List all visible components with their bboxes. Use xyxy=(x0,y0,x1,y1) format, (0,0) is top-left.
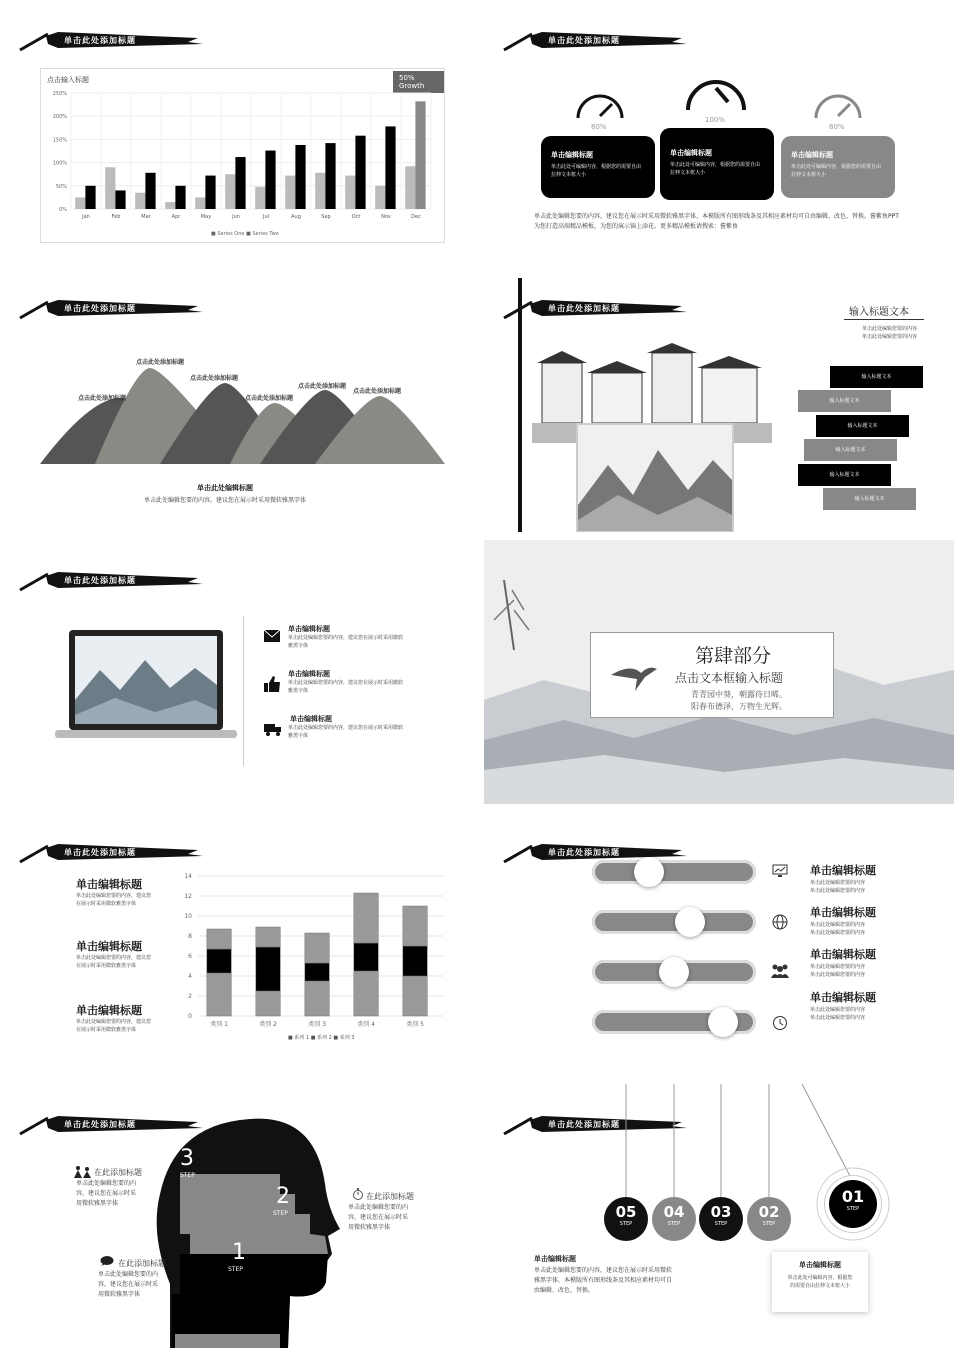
x-tick-label: Nov xyxy=(381,214,391,220)
laptop-illustration xyxy=(55,630,237,742)
bar-series-two xyxy=(355,136,365,209)
slide-3[interactable] xyxy=(0,268,470,532)
item-title-1: 单击编辑标题 xyxy=(288,625,330,633)
y-tick-label: 150% xyxy=(52,137,67,144)
header-title: 单击此处添加标题 xyxy=(548,848,620,857)
item-body-3b: 单击此处编辑您要的内容 xyxy=(810,972,866,978)
list-item-5[interactable]: 输入标题文本 xyxy=(798,464,891,486)
item-title-1: 单击编辑标题 xyxy=(76,878,142,891)
stacked-bar-segment xyxy=(207,973,232,1016)
item-body-3a: 单击此处编辑您要的内容 xyxy=(810,964,866,970)
step-label: STEP xyxy=(762,1221,776,1227)
x-tick-label: 类别 5 xyxy=(406,1021,424,1028)
item-title-3: 在此添加标题 xyxy=(118,1259,166,1268)
bar-series-one xyxy=(165,202,175,209)
gauge-icon xyxy=(684,66,748,114)
step-number-2: 2 xyxy=(276,1184,290,1209)
body-line: 容，建议您在展示时采 xyxy=(348,1214,409,1221)
item-title-2: 在此添加标题 xyxy=(366,1192,414,1201)
body-line: 单击此处编辑您要的内 xyxy=(348,1204,409,1211)
poem-line-2: 阳春布德泽，万物生光辉。 xyxy=(691,702,787,711)
stacked-bar-segment xyxy=(354,943,379,971)
globe-icon xyxy=(772,914,788,930)
step-label: STEP xyxy=(846,1206,860,1212)
poem-line-1: 青青园中葵，朝露待日晞。 xyxy=(691,690,787,699)
bar-series-two xyxy=(325,143,335,209)
step-number-3: 3 xyxy=(180,1146,194,1171)
item-title-3: 单击编辑标题 xyxy=(76,1004,142,1017)
info-box-title: 单击编辑标题 xyxy=(551,151,593,159)
x-tick-label: Aug xyxy=(291,214,301,220)
gauge-icon xyxy=(574,86,626,122)
chart-frame xyxy=(40,68,445,243)
stacked-bar-segment xyxy=(354,893,379,943)
stacked-bar-segment xyxy=(305,963,330,981)
envelope-icon xyxy=(264,630,280,642)
x-tick-label: Sep xyxy=(321,214,331,220)
x-tick-label: Jan xyxy=(82,214,90,220)
slide-8[interactable] xyxy=(484,812,954,1076)
growth-callout: 50% Growth xyxy=(393,71,444,93)
card-title: 单击编辑标题 xyxy=(799,1261,841,1269)
body-line: 单击此处可编辑内容，根据您 xyxy=(787,1275,853,1281)
x-tick-label: Jun xyxy=(232,214,240,220)
legend-series-one: ■ Series One xyxy=(211,231,245,237)
y-tick-label: 0% xyxy=(59,207,67,213)
y-tick-label: 12 xyxy=(184,893,192,900)
clock-icon xyxy=(772,1015,788,1031)
header-title: 单击此处添加标题 xyxy=(64,1120,136,1129)
legend-item-3: ■ 系列 3 xyxy=(333,1035,355,1041)
truck-icon xyxy=(264,724,282,736)
list-item-1[interactable]: 输入标题文本 xyxy=(830,366,923,388)
item-body-3 xyxy=(98,1270,158,1300)
card-body xyxy=(778,1274,862,1290)
monitor-icon xyxy=(772,864,788,878)
stacked-bar-segment xyxy=(207,929,232,949)
slide-2[interactable] xyxy=(484,0,954,264)
info-box-body: 单击此处可编辑内容，根据您的需要自由拉伸文本框大小 xyxy=(670,162,761,176)
item-body-2a: 单击此处编辑您要的内容 xyxy=(810,922,866,928)
slider-handle[interactable] xyxy=(659,957,689,987)
gauge-value-2: 100% xyxy=(705,116,726,124)
bar-series-two xyxy=(145,173,155,209)
item-body-4b: 单击此处编辑您要的内容 xyxy=(810,1015,866,1021)
bar-series-one xyxy=(195,197,205,209)
item-body-4a: 单击此处编辑您要的内容 xyxy=(810,1007,866,1013)
header-brush xyxy=(502,296,687,320)
bar-series-two xyxy=(175,186,185,209)
info-box-body: 单击此处可编辑内容，根据您的需要自由拉伸文本框大小 xyxy=(551,164,642,178)
body-line: 的需要自由拉伸文本框大小 xyxy=(789,1283,850,1289)
stacked-bar-segment xyxy=(305,981,330,1016)
item-body-2 xyxy=(348,1203,408,1233)
family-icon xyxy=(74,1166,92,1178)
list-item-3[interactable]: 输入标题文本 xyxy=(816,415,909,437)
y-tick-label: 14 xyxy=(184,873,192,880)
step-label-3: STEP xyxy=(180,1172,195,1179)
section-title: 单击此处编辑标题 xyxy=(197,484,253,492)
stacked-bar-segment xyxy=(256,991,281,1016)
step-number: 04 xyxy=(663,1203,685,1221)
body-line: 容，建议您在展示时采 xyxy=(76,1190,137,1197)
legend-series-two: ■ Series Two xyxy=(246,231,279,237)
left-body xyxy=(534,1266,672,1296)
peak-label-5: 点击此处添加标题 xyxy=(298,383,347,390)
body-line: 用微软雅黑字体 xyxy=(98,1291,141,1298)
stacked-bar-segment xyxy=(305,933,330,963)
step-label-2: STEP xyxy=(273,1210,288,1217)
item-body-1a: 单击此处编辑您要的内容，建议您 xyxy=(76,893,152,899)
header-title: 单击此处添加标题 xyxy=(548,1120,620,1129)
header-brush xyxy=(18,28,203,52)
y-tick-label: 0 xyxy=(188,1013,192,1020)
panel-title: 输入标题文本 xyxy=(849,307,909,318)
bar-series-one xyxy=(255,187,265,209)
item-body-3a: 单击此处编辑您要的内容，建议您 xyxy=(76,1019,152,1025)
bar-series-two xyxy=(295,145,305,209)
x-tick-label: 类别 3 xyxy=(308,1021,326,1028)
x-tick-label: 类别 4 xyxy=(357,1021,375,1028)
step-circle-05 xyxy=(604,1197,648,1241)
bar-series-two xyxy=(265,151,275,209)
header-brush xyxy=(18,296,203,320)
y-tick-label: 250% xyxy=(52,91,67,97)
chart-legend xyxy=(211,231,279,237)
slider-track[interactable] xyxy=(592,860,756,884)
stacked-bar-segment xyxy=(403,976,428,1016)
step-circle-04 xyxy=(652,1197,696,1241)
gauge-value-1: 80% xyxy=(591,123,607,131)
bar-series-one xyxy=(315,173,325,209)
list-item-6[interactable]: 输入标题文本 xyxy=(823,488,916,510)
header-brush xyxy=(502,28,687,52)
x-tick-label: Dec xyxy=(411,214,421,220)
chat-icon xyxy=(100,1256,114,1266)
header-brush xyxy=(18,568,203,592)
stopwatch-icon xyxy=(352,1188,364,1200)
x-tick-label: May xyxy=(200,214,212,220)
x-tick-label: Jul xyxy=(262,214,270,220)
item-title-4: 单击编辑标题 xyxy=(810,991,876,1004)
stacked-bar-segment xyxy=(207,949,232,973)
body-line: 单击此处编辑您要的内 xyxy=(98,1271,159,1278)
item-body-2: 单击此处编辑您要的内容，建议您在展示时采用微软雅黑字体 xyxy=(288,680,404,694)
step-circle-02 xyxy=(747,1197,791,1241)
item-body-2b: 在展示时采用微软雅黑字体 xyxy=(76,963,137,969)
item-body-2a: 单击此处编辑您要的内容，建议您 xyxy=(76,955,152,961)
bar-series-one xyxy=(345,176,355,209)
peak-label-1: 点击此处添加标题 xyxy=(78,395,127,402)
title-card xyxy=(590,632,834,718)
item-title-2: 单击编辑标题 xyxy=(288,670,330,678)
peak-label-4: 点击此处添加标题 xyxy=(245,395,294,402)
slider-handle[interactable] xyxy=(708,1007,738,1037)
step-number-1: 1 xyxy=(232,1240,246,1265)
stacked-bar-segment xyxy=(354,971,379,1016)
x-tick-label: Mar xyxy=(141,214,151,220)
slider-track[interactable] xyxy=(592,910,756,934)
part-subtitle: 点击文本框输入标题 xyxy=(675,671,784,685)
y-tick-label: 6 xyxy=(188,953,192,960)
header-title: 单击此处添加标题 xyxy=(64,848,136,857)
y-tick-label: 50% xyxy=(55,183,67,190)
stacked-bar-chart xyxy=(180,868,450,1038)
x-tick-label: 类别 2 xyxy=(259,1021,277,1028)
step-circle-01 xyxy=(829,1180,877,1228)
bar-series-two xyxy=(415,101,425,209)
list-item-2[interactable]: 输入标题文本 xyxy=(798,390,891,412)
slide-7[interactable] xyxy=(0,812,470,1076)
x-tick-label: Apr xyxy=(171,214,181,220)
landscape-frame xyxy=(576,423,734,532)
step-number: 05 xyxy=(615,1203,637,1221)
slide-9[interactable] xyxy=(0,1084,470,1348)
stacked-bar-segment xyxy=(256,927,281,947)
highlight-card xyxy=(772,1252,868,1312)
chart-title: 点击输入标题 xyxy=(47,76,89,84)
crane-icon xyxy=(611,661,659,693)
bar-series-two xyxy=(85,186,95,209)
panel-sub-1: 单击此处编辑您要的内容 xyxy=(862,326,918,332)
panel-sub-2: 单击此处编辑您要的内容 xyxy=(862,334,918,340)
chart-legend xyxy=(288,1034,354,1041)
item-body-1: 单击此处编辑您要的内容，建议您在展示时采用微软雅黑字体 xyxy=(288,635,404,649)
stacked-bar-segment xyxy=(256,947,281,991)
item-title-2: 单击编辑标题 xyxy=(810,906,876,919)
title-underline xyxy=(844,319,924,320)
stacked-bar-segment xyxy=(403,906,428,946)
divider xyxy=(243,616,244,766)
item-body-3b: 在展示时采用微软雅黑字体 xyxy=(76,1027,137,1033)
body-line: 由编辑、改色、替换。 xyxy=(534,1287,595,1294)
header-title: 单击此处添加标题 xyxy=(64,576,136,585)
bar-series-one xyxy=(405,166,415,209)
y-tick-label: 200% xyxy=(52,114,67,121)
header-title: 单击此处添加标题 xyxy=(64,304,136,313)
peak-label-6: 点击此处添加标题 xyxy=(353,388,402,395)
y-tick-label: 4 xyxy=(188,973,192,980)
bar-series-two xyxy=(205,176,215,209)
gauge-value-3: 80% xyxy=(829,123,845,131)
slide-5[interactable] xyxy=(0,540,470,804)
bar-series-one xyxy=(75,197,85,209)
bar-series-two xyxy=(385,126,395,209)
bar-series-one xyxy=(225,174,235,209)
item-title-1: 单击编辑标题 xyxy=(810,864,876,877)
legend-item-2: ■ 系列 2 xyxy=(310,1035,332,1041)
step-label: STEP xyxy=(667,1221,681,1227)
bar-series-one xyxy=(375,186,385,209)
step-label: STEP xyxy=(619,1221,633,1227)
step-number: 01 xyxy=(841,1187,865,1206)
left-title: 单击编辑标题 xyxy=(534,1255,576,1263)
slide-1[interactable] xyxy=(0,0,470,264)
item-body-1a: 单击此处编辑您要的内容 xyxy=(810,880,866,886)
step-label-1: STEP xyxy=(228,1266,243,1273)
thumbs-up-icon xyxy=(264,676,280,692)
item-title-1: 在此添加标题 xyxy=(94,1168,142,1177)
mountain-chart xyxy=(40,368,450,468)
step-number: 03 xyxy=(710,1203,732,1221)
slide-6[interactable] xyxy=(484,540,954,804)
info-box-title: 单击编辑标题 xyxy=(791,151,833,159)
step-circle-03 xyxy=(699,1197,743,1241)
header-title: 单击此处添加标题 xyxy=(548,36,620,45)
x-tick-label: Feb xyxy=(111,214,121,220)
bar-series-two xyxy=(115,190,125,209)
info-box-body: 单击此处可编辑内容，根据您的需要自由拉伸文本框大小 xyxy=(791,164,882,178)
item-body-1b: 单击此处编辑您要的内容 xyxy=(810,888,866,894)
people-icon xyxy=(770,964,790,978)
slide-10[interactable] xyxy=(484,1084,954,1348)
body-line: 单击此处编辑您要的内 xyxy=(76,1180,137,1187)
x-tick-label: 类别 1 xyxy=(210,1021,228,1028)
item-body-1b: 在展示时采用微软雅黑字体 xyxy=(76,901,137,907)
bar-series-one xyxy=(105,167,115,209)
item-body-2b: 单击此处编辑您要的内容 xyxy=(810,930,866,936)
step-number: 02 xyxy=(758,1203,780,1221)
body-line: 雅黑字体，本模版所有图形线条及其相应素材均可自 xyxy=(534,1277,673,1284)
section-body: 单击此处编辑您要的内容，建议您在展示时采用微软雅黑字体 xyxy=(143,497,306,504)
mountain-painting xyxy=(578,425,732,531)
stacked-bar-segment xyxy=(403,946,428,976)
info-box-3 xyxy=(781,136,895,198)
y-tick-label: 2 xyxy=(188,993,192,1000)
body-line: 容，建议您在展示时采 xyxy=(98,1281,159,1288)
slide-4[interactable] xyxy=(484,268,954,532)
bar-series-one xyxy=(285,176,295,209)
y-tick-label: 8 xyxy=(188,933,192,940)
list-item-4[interactable]: 输入标题文本 xyxy=(804,439,897,461)
header-brush xyxy=(18,840,203,864)
bar-series-two xyxy=(235,157,245,209)
gauge-icon xyxy=(812,86,864,122)
bar-chart xyxy=(41,89,441,239)
info-box-2 xyxy=(660,128,774,200)
part-title: 第肆部分 xyxy=(695,645,772,667)
x-tick-label: Oct xyxy=(351,214,361,220)
body-line: 用微软雅黑字体 xyxy=(76,1200,119,1207)
header-title: 单击此处添加标题 xyxy=(64,36,136,45)
item-title-2: 单击编辑标题 xyxy=(76,940,142,953)
y-tick-label: 100% xyxy=(52,160,67,167)
step-label: STEP xyxy=(714,1221,728,1227)
header-title: 单击此处添加标题 xyxy=(548,304,620,313)
legend-item-1: ■ 系列 1 xyxy=(288,1035,310,1041)
item-title-3: 单击编辑标题 xyxy=(290,715,332,723)
bar-series-one xyxy=(135,193,145,209)
item-body-1 xyxy=(76,1179,136,1209)
y-tick-label: 10 xyxy=(184,913,192,920)
item-title-3: 单击编辑标题 xyxy=(810,948,876,961)
description-text: 单击此处编辑您要的内容，建议您在展示时采用微软雅黑字体，本模版所有图形线条及其相应素材均可自由编辑、改色、替换。酱紫鱼PPT为您打造高端精品模板，为您的演示锦上添花。更多精品模板请搜索：酱紫鱼 xyxy=(534,213,899,230)
body-line: 用微软雅黑字体 xyxy=(348,1224,391,1231)
body-line: 单击此处编辑您要的内容，建议您在展示时采用微软 xyxy=(534,1267,673,1274)
peak-label-3: 点击此处添加标题 xyxy=(190,375,239,382)
peak-label-2: 点击此处添加标题 xyxy=(136,359,185,366)
info-box-1 xyxy=(541,136,655,198)
item-body-3: 单击此处编辑您要的内容，建议您在展示时采用微软雅黑字体 xyxy=(288,725,404,739)
info-box-title: 单击编辑标题 xyxy=(670,149,712,157)
